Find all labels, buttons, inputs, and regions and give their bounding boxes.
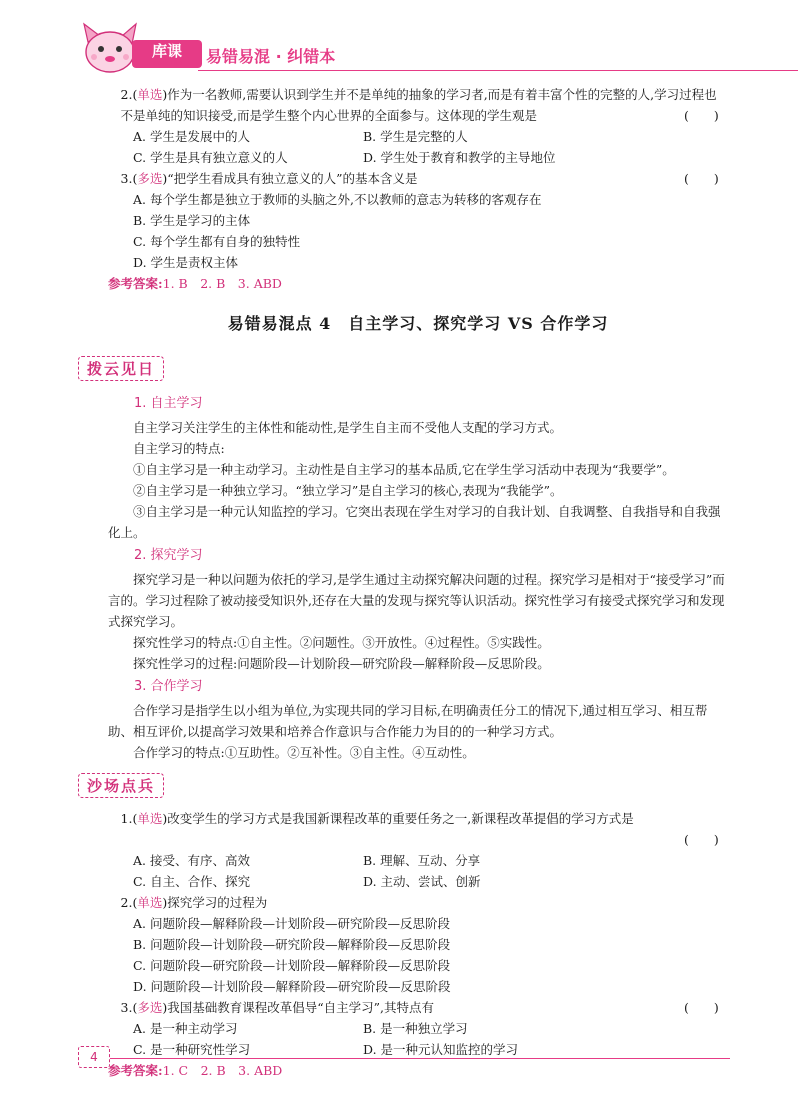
concept-text: ①自主学习是一种主动学习。主动性是自主学习的基本品质,它在学生学习活动中表现为“我要学”。 <box>133 462 675 477</box>
question-stem: 3.(多选)“把学生看成具有独立意义的人”的基本含义是 ( ) <box>108 168 728 189</box>
header-divider <box>198 70 798 71</box>
box-title-practice: 沙场点兵 <box>78 773 164 798</box>
question-type-tag: 单选 <box>137 895 163 910</box>
question-type-tag: 多选 <box>137 171 163 186</box>
option-c[interactable]: C. 问题阶段—研究阶段—计划阶段—解释阶段—反思阶段 <box>133 958 451 973</box>
series-title: 易错易混 · 纠错本 <box>206 47 336 66</box>
option-d[interactable]: D. 学生是责权主体 <box>133 255 239 270</box>
reference-answer: 参考答案:1. B 2. B 3. ABD <box>108 276 282 291</box>
page-header <box>78 22 728 78</box>
concept-heading: 3. 合作学习 <box>134 679 203 694</box>
question-block <box>108 808 728 892</box>
option-b[interactable]: B. 理解、互动、分享 <box>363 853 481 868</box>
option-d[interactable]: D. 主动、尝试、创新 <box>363 874 481 889</box>
question-type-tag: 单选 <box>137 811 163 826</box>
question-type-tag: 多选 <box>137 1000 163 1015</box>
option-d[interactable]: D. 是一种元认知监控的学习 <box>363 1042 519 1057</box>
option-a[interactable]: A. 接受、有序、高效 <box>133 853 250 868</box>
concept-text: 探究学习是一种以问题为依托的学习,是学生通过主动探究解决问题的过程。探究学习是相对于“接受学习”而言的。学习过程除了被动接受知识外,还存在大量的发现与探究等认识活动。探究性学习有接受式探究学习和发现式探究学习。 <box>108 572 725 629</box>
page-number: 4 <box>78 1046 110 1068</box>
question-stem: 2.(单选)探究学习的过程为 <box>120 895 268 910</box>
option-d[interactable]: D. 学生处于教育和教学的主导地位 <box>363 150 556 165</box>
page-content <box>87 84 728 1082</box>
option-b[interactable]: B. 学生是学习的主体 <box>133 213 251 228</box>
concept-text: 合作学习是指学生以小组为单位,为实现共同的学习目标,在明确责任分工的情况下,通过相互学习、相互帮助、相互评价,以提高学习效果和培养合作意识与合作能力为目的的一种学习方式。 <box>108 703 708 739</box>
answer-blank[interactable]: ( ) <box>684 1000 719 1015</box>
option-a[interactable]: A. 学生是发展中的人 <box>133 129 250 144</box>
fox-mascot-icon <box>78 22 140 78</box>
question-block <box>108 892 728 997</box>
option-b[interactable]: B. 是一种独立学习 <box>363 1021 468 1036</box>
question-stem: 1.(单选)改变学生的学习方式是我国新课程改革的重要任务之一,新课程改革提倡的学习方式是 <box>120 811 634 826</box>
section-title: 易错易混点 4 自主学习、探究学习 VS 合作学习 <box>227 314 609 333</box>
question-stem: 3.(多选)我国基础教育课程改革倡导“自主学习”,其特点有 ( ) <box>108 997 728 1018</box>
question-block <box>108 997 728 1060</box>
concept-text: 合作学习的特点:①互助性。②互补性。③自主性。④互动性。 <box>133 745 475 760</box>
concept-text: 探究性学习的特点:①自主性。②问题性。③开放性。④过程性。⑤实践性。 <box>133 635 550 650</box>
question-block <box>108 168 728 273</box>
option-c[interactable]: C. 每个学生都有自身的独特性 <box>133 234 301 249</box>
concept-text: ③自主学习是一种元认知监控的学习。它突出表现在学生对学习的自我计划、自我调整、自我指导和自我强化上。 <box>108 504 721 540</box>
brand-logo: 库课 <box>132 40 202 68</box>
option-d[interactable]: D. 问题阶段—计划阶段—解释阶段—研究阶段—反思阶段 <box>133 979 451 994</box>
option-b[interactable]: B. 学生是完整的人 <box>363 129 468 144</box>
answer-blank[interactable]: ( ) <box>684 832 719 847</box>
question-block <box>108 84 728 168</box>
answer-blank[interactable]: ( ) <box>684 108 719 123</box>
concept-text: 自主学习的特点: <box>133 441 225 456</box>
concept-heading: 1. 自主学习 <box>134 396 203 411</box>
brand-subtitle: Wook Like <box>151 60 183 67</box>
option-a[interactable]: A. 每个学生都是独立于教师的头脑之外,不以教师的意志为转移的客观存在 <box>133 192 542 207</box>
reference-answer: 参考答案:1. C 2. B 3. ABD <box>108 1063 283 1078</box>
answer-blank[interactable]: ( ) <box>684 171 719 186</box>
option-a[interactable]: A. 问题阶段—解释阶段—计划阶段—研究阶段—反思阶段 <box>133 916 450 931</box>
option-c[interactable]: C. 是一种研究性学习 <box>133 1042 251 1057</box>
question-stem: 2.(单选)作为一名教师,需要认识到学生并不是单纯的抽象的学习者,而是有着丰富个性的完整的人,学习过程也不是单纯的知识接受,而是学生整个内心世界的全面参与。这体现的学生观是 ( ) <box>108 84 728 126</box>
concept-text: 自主学习关注学生的主体性和能动性,是学生自主而不受他人支配的学习方式。 <box>133 420 562 435</box>
footer-divider <box>110 1058 730 1059</box>
concept-text: ②自主学习是一种独立学习。“独立学习”是自主学习的核心,表现为“我能学”。 <box>133 483 563 498</box>
concept-text: 探究性学习的过程:问题阶段—计划阶段—研究阶段—解释阶段—反思阶段。 <box>133 656 550 671</box>
concept-heading: 2. 探究学习 <box>134 548 203 563</box>
question-type-tag: 单选 <box>137 87 163 102</box>
box-title-concepts: 拨云见日 <box>78 356 164 381</box>
option-a[interactable]: A. 是一种主动学习 <box>133 1021 238 1036</box>
option-c[interactable]: C. 自主、合作、探究 <box>133 874 251 889</box>
option-c[interactable]: C. 学生是具有独立意义的人 <box>133 150 288 165</box>
option-b[interactable]: B. 问题阶段—计划阶段—研究阶段—解释阶段—反思阶段 <box>133 937 451 952</box>
